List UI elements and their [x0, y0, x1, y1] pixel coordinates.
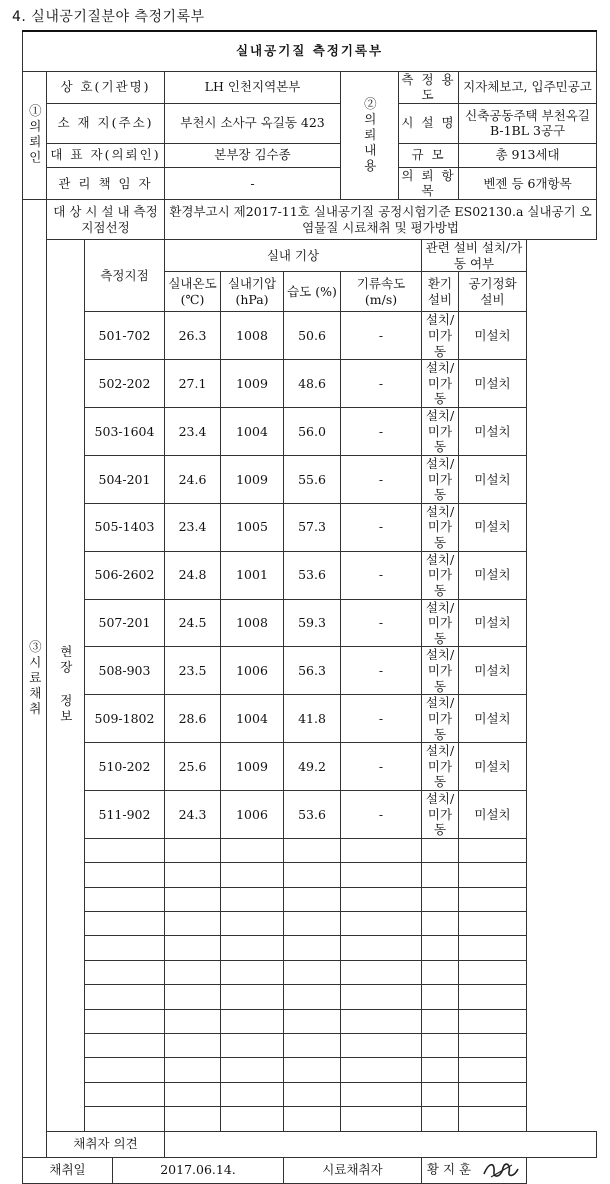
sampler-label: 시료채취자 [284, 1157, 422, 1183]
empty-cell [221, 936, 284, 960]
measurement-point: 501-702 [85, 312, 165, 360]
measurement-row [23, 647, 597, 695]
measurement-row [23, 312, 597, 360]
purifier-status: 미설치 [459, 743, 527, 791]
ventilation-status: 설치/미가동 [422, 408, 459, 456]
request-value: 벤젠 등 6개항목 [459, 167, 597, 199]
empty-cell [422, 912, 459, 936]
empty-cell [165, 936, 221, 960]
measurement-point: 507-201 [85, 599, 165, 647]
requester-section-label: ①의뢰인 [23, 71, 47, 200]
empty-cell [422, 1034, 459, 1058]
empty-cell [422, 1009, 459, 1033]
sampling-location-label: 대 상 시 설 내 측정지점선정 [47, 200, 165, 240]
humidity-value: 53.6 [284, 791, 341, 839]
measurement-row [23, 791, 597, 839]
purifier-status: 미설치 [459, 599, 527, 647]
humidity-value: 48.6 [284, 360, 341, 408]
requester-label: 소 재 지(주소) [47, 103, 165, 143]
airflow-value: - [341, 791, 422, 839]
empty-cell [85, 912, 165, 936]
empty-cell [459, 912, 527, 936]
empty-cell [85, 1107, 165, 1131]
ventilation-status: 설치/미가동 [422, 503, 459, 551]
empty-cell [341, 1058, 422, 1082]
requester-label: 상 호(기관명) [47, 71, 165, 103]
empty-cell [284, 1082, 341, 1106]
pressure-value: 1009 [221, 360, 284, 408]
empty-cell [422, 863, 459, 887]
column-header-point: 측정지점 [85, 240, 165, 312]
measurement-point: 503-1604 [85, 408, 165, 456]
empty-cell [284, 1009, 341, 1033]
measurement-row [23, 695, 597, 743]
purifier-status: 미설치 [459, 695, 527, 743]
empty-row [23, 838, 597, 862]
airflow-value: - [341, 743, 422, 791]
empty-cell [422, 838, 459, 862]
empty-cell [284, 1034, 341, 1058]
measurement-row [23, 599, 597, 647]
temperature-value: 26.3 [165, 312, 221, 360]
empty-row [23, 1107, 597, 1131]
empty-cell [165, 1058, 221, 1082]
humidity-value: 49.2 [284, 743, 341, 791]
column-header-pressure: 실내기압 (hPa) [221, 272, 284, 312]
empty-cell [459, 1034, 527, 1058]
measurement-point: 511-902 [85, 791, 165, 839]
measurement-point: 502-202 [85, 360, 165, 408]
empty-cell [422, 1058, 459, 1082]
empty-cell [165, 887, 221, 911]
humidity-value: 56.0 [284, 408, 341, 456]
measurement-row [23, 360, 597, 408]
empty-cell [284, 960, 341, 984]
airflow-value: - [341, 360, 422, 408]
airflow-value: - [341, 695, 422, 743]
temperature-value: 23.4 [165, 408, 221, 456]
ventilation-status: 설치/미가동 [422, 455, 459, 503]
empty-cell [221, 1034, 284, 1058]
empty-cell [85, 985, 165, 1009]
airflow-value: - [341, 455, 422, 503]
request-label: 규 모 [399, 143, 459, 167]
empty-cell [85, 1034, 165, 1058]
measurement-point: 509-1802 [85, 695, 165, 743]
site-info-label: 현장 정보 [47, 240, 85, 1132]
temperature-value: 25.6 [165, 743, 221, 791]
empty-cell [341, 960, 422, 984]
airflow-value: - [341, 647, 422, 695]
sampling-date-label: 채취일 [23, 1157, 113, 1183]
empty-cell [221, 887, 284, 911]
sampler-name-cell [422, 1157, 527, 1183]
empty-cell [341, 985, 422, 1009]
empty-cell [221, 985, 284, 1009]
temperature-value: 24.5 [165, 599, 221, 647]
request-label: 측 정 용 도 [399, 71, 459, 103]
page-heading: 4. 실내공기질분야 측정기록부 [12, 9, 205, 25]
sampler-name: 황 지 훈 [426, 1161, 472, 1177]
empty-cell [165, 863, 221, 887]
empty-cell [284, 936, 341, 960]
indoor-air-record-form [22, 30, 597, 1184]
empty-cell [284, 887, 341, 911]
signature-mark [481, 1159, 521, 1181]
purifier-status: 미설치 [459, 455, 527, 503]
airflow-value: - [341, 312, 422, 360]
empty-cell [422, 1082, 459, 1106]
ventilation-status: 설치/미가동 [422, 743, 459, 791]
measurement-row [23, 743, 597, 791]
empty-cell [165, 1107, 221, 1131]
ventilation-status: 설치/미가동 [422, 695, 459, 743]
empty-cell [221, 863, 284, 887]
empty-cell [422, 985, 459, 1009]
humidity-value: 59.3 [284, 599, 341, 647]
measurement-row [23, 503, 597, 551]
empty-row [23, 1082, 597, 1106]
empty-row [23, 1058, 597, 1082]
empty-cell [341, 912, 422, 936]
request-value: 신축공동주택 부천옥길 B-1BL 3공구 [459, 103, 597, 143]
requester-label: 대 표 자(의뢰인) [47, 143, 165, 167]
empty-cell [422, 936, 459, 960]
temperature-value: 28.6 [165, 695, 221, 743]
empty-cell [341, 1082, 422, 1106]
empty-cell [341, 1107, 422, 1131]
empty-cell [284, 863, 341, 887]
empty-cell [85, 838, 165, 862]
form-title: 실내공기질 측정기록부 [23, 31, 597, 71]
empty-cell [85, 863, 165, 887]
empty-cell [221, 1058, 284, 1082]
empty-cell [422, 960, 459, 984]
empty-cell [459, 838, 527, 862]
empty-row [23, 985, 597, 1009]
requester-value: LH 인천지역본부 [165, 71, 341, 103]
empty-cell [459, 1058, 527, 1082]
measurement-row [23, 551, 597, 599]
empty-cell [341, 1009, 422, 1033]
request-section-label: ②의뢰내용 [341, 71, 399, 200]
empty-row [23, 1009, 597, 1033]
temperature-value: 23.4 [165, 503, 221, 551]
purifier-status: 미설치 [459, 312, 527, 360]
empty-row [23, 912, 597, 936]
purifier-status: 미설치 [459, 551, 527, 599]
empty-cell [221, 838, 284, 862]
empty-cell [459, 1107, 527, 1131]
empty-cell [221, 960, 284, 984]
empty-cell [85, 960, 165, 984]
empty-cell [165, 1034, 221, 1058]
pressure-value: 1009 [221, 743, 284, 791]
empty-cell [341, 863, 422, 887]
request-value: 지자체보고, 입주민공고 [459, 71, 597, 103]
empty-cell [165, 960, 221, 984]
pressure-value: 1005 [221, 503, 284, 551]
purifier-status: 미설치 [459, 408, 527, 456]
temperature-value: 24.8 [165, 551, 221, 599]
empty-row [23, 863, 597, 887]
empty-cell [85, 887, 165, 911]
empty-cell [341, 1034, 422, 1058]
empty-cell [341, 936, 422, 960]
humidity-value: 53.6 [284, 551, 341, 599]
pressure-value: 1006 [221, 791, 284, 839]
ventilation-status: 설치/미가동 [422, 312, 459, 360]
pressure-value: 1008 [221, 312, 284, 360]
column-header-temperature: 실내온도 (℃) [165, 272, 221, 312]
ventilation-status: 설치/미가동 [422, 599, 459, 647]
empty-cell [165, 912, 221, 936]
empty-cell [459, 985, 527, 1009]
column-header-ventilation: 환기설비 [422, 272, 459, 312]
empty-cell [284, 1107, 341, 1131]
empty-cell [221, 912, 284, 936]
empty-cell [165, 838, 221, 862]
airflow-value: - [341, 408, 422, 456]
ventilation-status: 설치/미가동 [422, 791, 459, 839]
empty-cell [284, 912, 341, 936]
pressure-value: 1009 [221, 455, 284, 503]
column-group-equipment: 관련 설비 설치/가동 여부 [422, 240, 527, 272]
measurement-point: 505-1403 [85, 503, 165, 551]
ventilation-status: 설치/미가동 [422, 360, 459, 408]
temperature-value: 27.1 [165, 360, 221, 408]
request-label: 시 설 명 [399, 103, 459, 143]
sampling-location-value: 환경부고시 제2017-11호 실내공기질 공정시험기준 ES02130.a 실내공기 오염물질 시료채취 및 평가방법 [165, 200, 597, 240]
column-header-humidity: 습도 (%) [284, 272, 341, 312]
empty-row [23, 936, 597, 960]
humidity-value: 55.6 [284, 455, 341, 503]
purifier-status: 미설치 [459, 360, 527, 408]
empty-cell [459, 863, 527, 887]
request-label: 의 뢰 항 목 [399, 167, 459, 199]
pressure-value: 1001 [221, 551, 284, 599]
requester-label: 관 리 책 임 자 [47, 167, 165, 199]
airflow-value: - [341, 503, 422, 551]
column-header-airflow: 기류속도 (m/s) [341, 272, 422, 312]
empty-row [23, 1034, 597, 1058]
humidity-value: 56.3 [284, 647, 341, 695]
airflow-value: - [341, 599, 422, 647]
temperature-value: 24.3 [165, 791, 221, 839]
humidity-value: 41.8 [284, 695, 341, 743]
empty-cell [165, 1009, 221, 1033]
requester-value: 부천시 소사구 옥길동 423 [165, 103, 341, 143]
humidity-value: 50.6 [284, 312, 341, 360]
requester-value: - [165, 167, 341, 199]
empty-cell [284, 838, 341, 862]
empty-cell [459, 1009, 527, 1033]
column-group-weather: 실내 기상 [165, 240, 422, 272]
empty-cell [221, 1107, 284, 1131]
empty-cell [459, 1082, 527, 1106]
temperature-value: 24.6 [165, 455, 221, 503]
ventilation-status: 설치/미가동 [422, 551, 459, 599]
empty-cell [284, 1058, 341, 1082]
column-header-purifier: 공기정화 설비 [459, 272, 527, 312]
measurement-row [23, 408, 597, 456]
empty-cell [422, 887, 459, 911]
empty-cell [284, 985, 341, 1009]
opinion-value [165, 1131, 597, 1157]
sampling-date-value: 2017.06.14. [113, 1157, 284, 1183]
empty-row [23, 960, 597, 984]
ventilation-status: 설치/미가동 [422, 647, 459, 695]
measurement-point: 504-201 [85, 455, 165, 503]
requester-value: 본부장 김수종 [165, 143, 341, 167]
sampling-section-label: ③시료채취 [23, 200, 47, 1158]
empty-cell [85, 1009, 165, 1033]
empty-cell [459, 936, 527, 960]
pressure-value: 1004 [221, 695, 284, 743]
request-value: 총 913세대 [459, 143, 597, 167]
empty-cell [85, 1058, 165, 1082]
purifier-status: 미설치 [459, 791, 527, 839]
measurement-point: 506-2602 [85, 551, 165, 599]
purifier-status: 미설치 [459, 503, 527, 551]
temperature-value: 23.5 [165, 647, 221, 695]
empty-cell [221, 1009, 284, 1033]
empty-cell [85, 1082, 165, 1106]
empty-cell [165, 1082, 221, 1106]
empty-cell [459, 887, 527, 911]
pressure-value: 1006 [221, 647, 284, 695]
pressure-value: 1004 [221, 408, 284, 456]
empty-cell [459, 960, 527, 984]
measurement-point: 508-903 [85, 647, 165, 695]
airflow-value: - [341, 551, 422, 599]
pressure-value: 1008 [221, 599, 284, 647]
opinion-label: 채취자 의견 [47, 1131, 165, 1157]
empty-cell [422, 1107, 459, 1131]
empty-cell [165, 985, 221, 1009]
purifier-status: 미설치 [459, 647, 527, 695]
empty-row [23, 887, 597, 911]
humidity-value: 57.3 [284, 503, 341, 551]
measurement-row [23, 455, 597, 503]
empty-cell [85, 936, 165, 960]
measurement-point: 510-202 [85, 743, 165, 791]
empty-cell [341, 887, 422, 911]
empty-cell [341, 838, 422, 862]
empty-cell [221, 1082, 284, 1106]
